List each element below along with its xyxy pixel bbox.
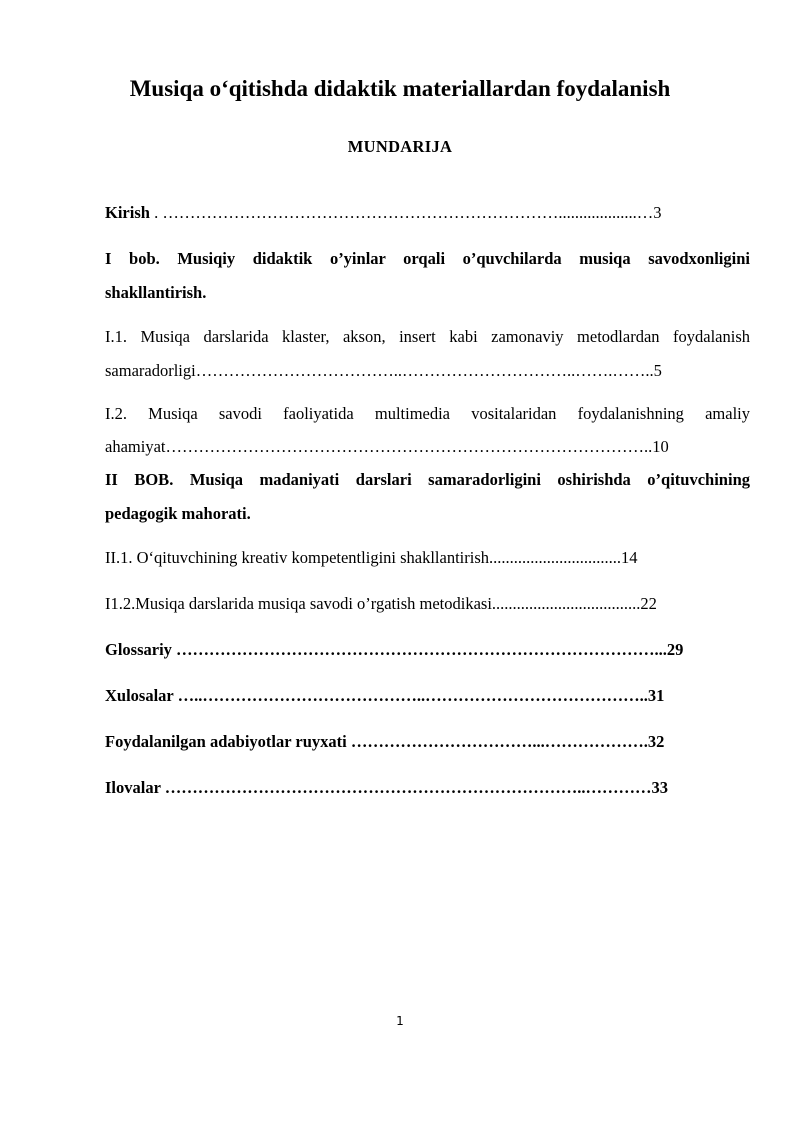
toc-entry-section-1-1-cont[interactable]: samaradorligi………………………………..…………………………..…….……..5: [105, 361, 662, 380]
toc-entry-label: Kirish: [105, 203, 150, 222]
page-number: 1: [396, 1014, 404, 1028]
toc-entry-chapter-1[interactable]: I bob. Musiqiy didaktik o’yinlar orqali o’quvchilarda musiqa savodxonligini: [105, 249, 750, 268]
toc-entry-section-1-2[interactable]: I.2. Musiqa savodi faoliyatida multimedia vositalaridan foydalanishning amaliy: [105, 404, 750, 423]
toc-entry-section-2-2[interactable]: I1.2.Musiqa darslarida musiqa savodi o’rgatish metodikasi....................................22: [105, 594, 657, 613]
toc-entry-chapter-1-cont[interactable]: shakllantirish.: [105, 283, 207, 302]
toc-heading: MUNDARIJA: [347, 137, 453, 156]
toc-entry-appendices[interactable]: Ilovalar …………………………………………………………………..…………33: [105, 778, 668, 797]
toc-entry-kirish[interactable]: [105, 203, 750, 223]
toc-entry-chapter-2-cont[interactable]: pedagogik mahorati.: [105, 504, 251, 523]
document-title: Musiqa o‘qitishda didaktik materiallardan foydalanish: [129, 76, 671, 101]
toc-entry-glossary[interactable]: Glossariy ……………………………………………………………………………...29: [105, 640, 684, 659]
toc-entry-section-1-2-cont[interactable]: ahamiyat……………………………………………………………………………..10: [105, 437, 669, 456]
toc-entry-section-2-1[interactable]: II.1. O‘qituvchining kreativ kompetentligini shakllantirish................................14: [105, 548, 638, 567]
toc-entry-chapter-2[interactable]: II BOB. Musiqa madaniyati darslari samaradorligini oshirishda o’qituvchining: [105, 470, 750, 489]
toc-entry-section-1-1[interactable]: I.1. Musiqa darslarida klaster, akson, insert kabi zamonaviy metodlardan foydalanish: [105, 327, 750, 346]
toc-entry-conclusions[interactable]: Xulosalar …..…………………………………..…………………………………..31: [105, 686, 665, 705]
toc-entry-text: Kirish . ………………………………………………………………...................…3: [105, 203, 662, 222]
toc-entry-references[interactable]: Foydalanilgan adabiyotlar ruyxati ……………………………...……………….32: [105, 732, 665, 751]
